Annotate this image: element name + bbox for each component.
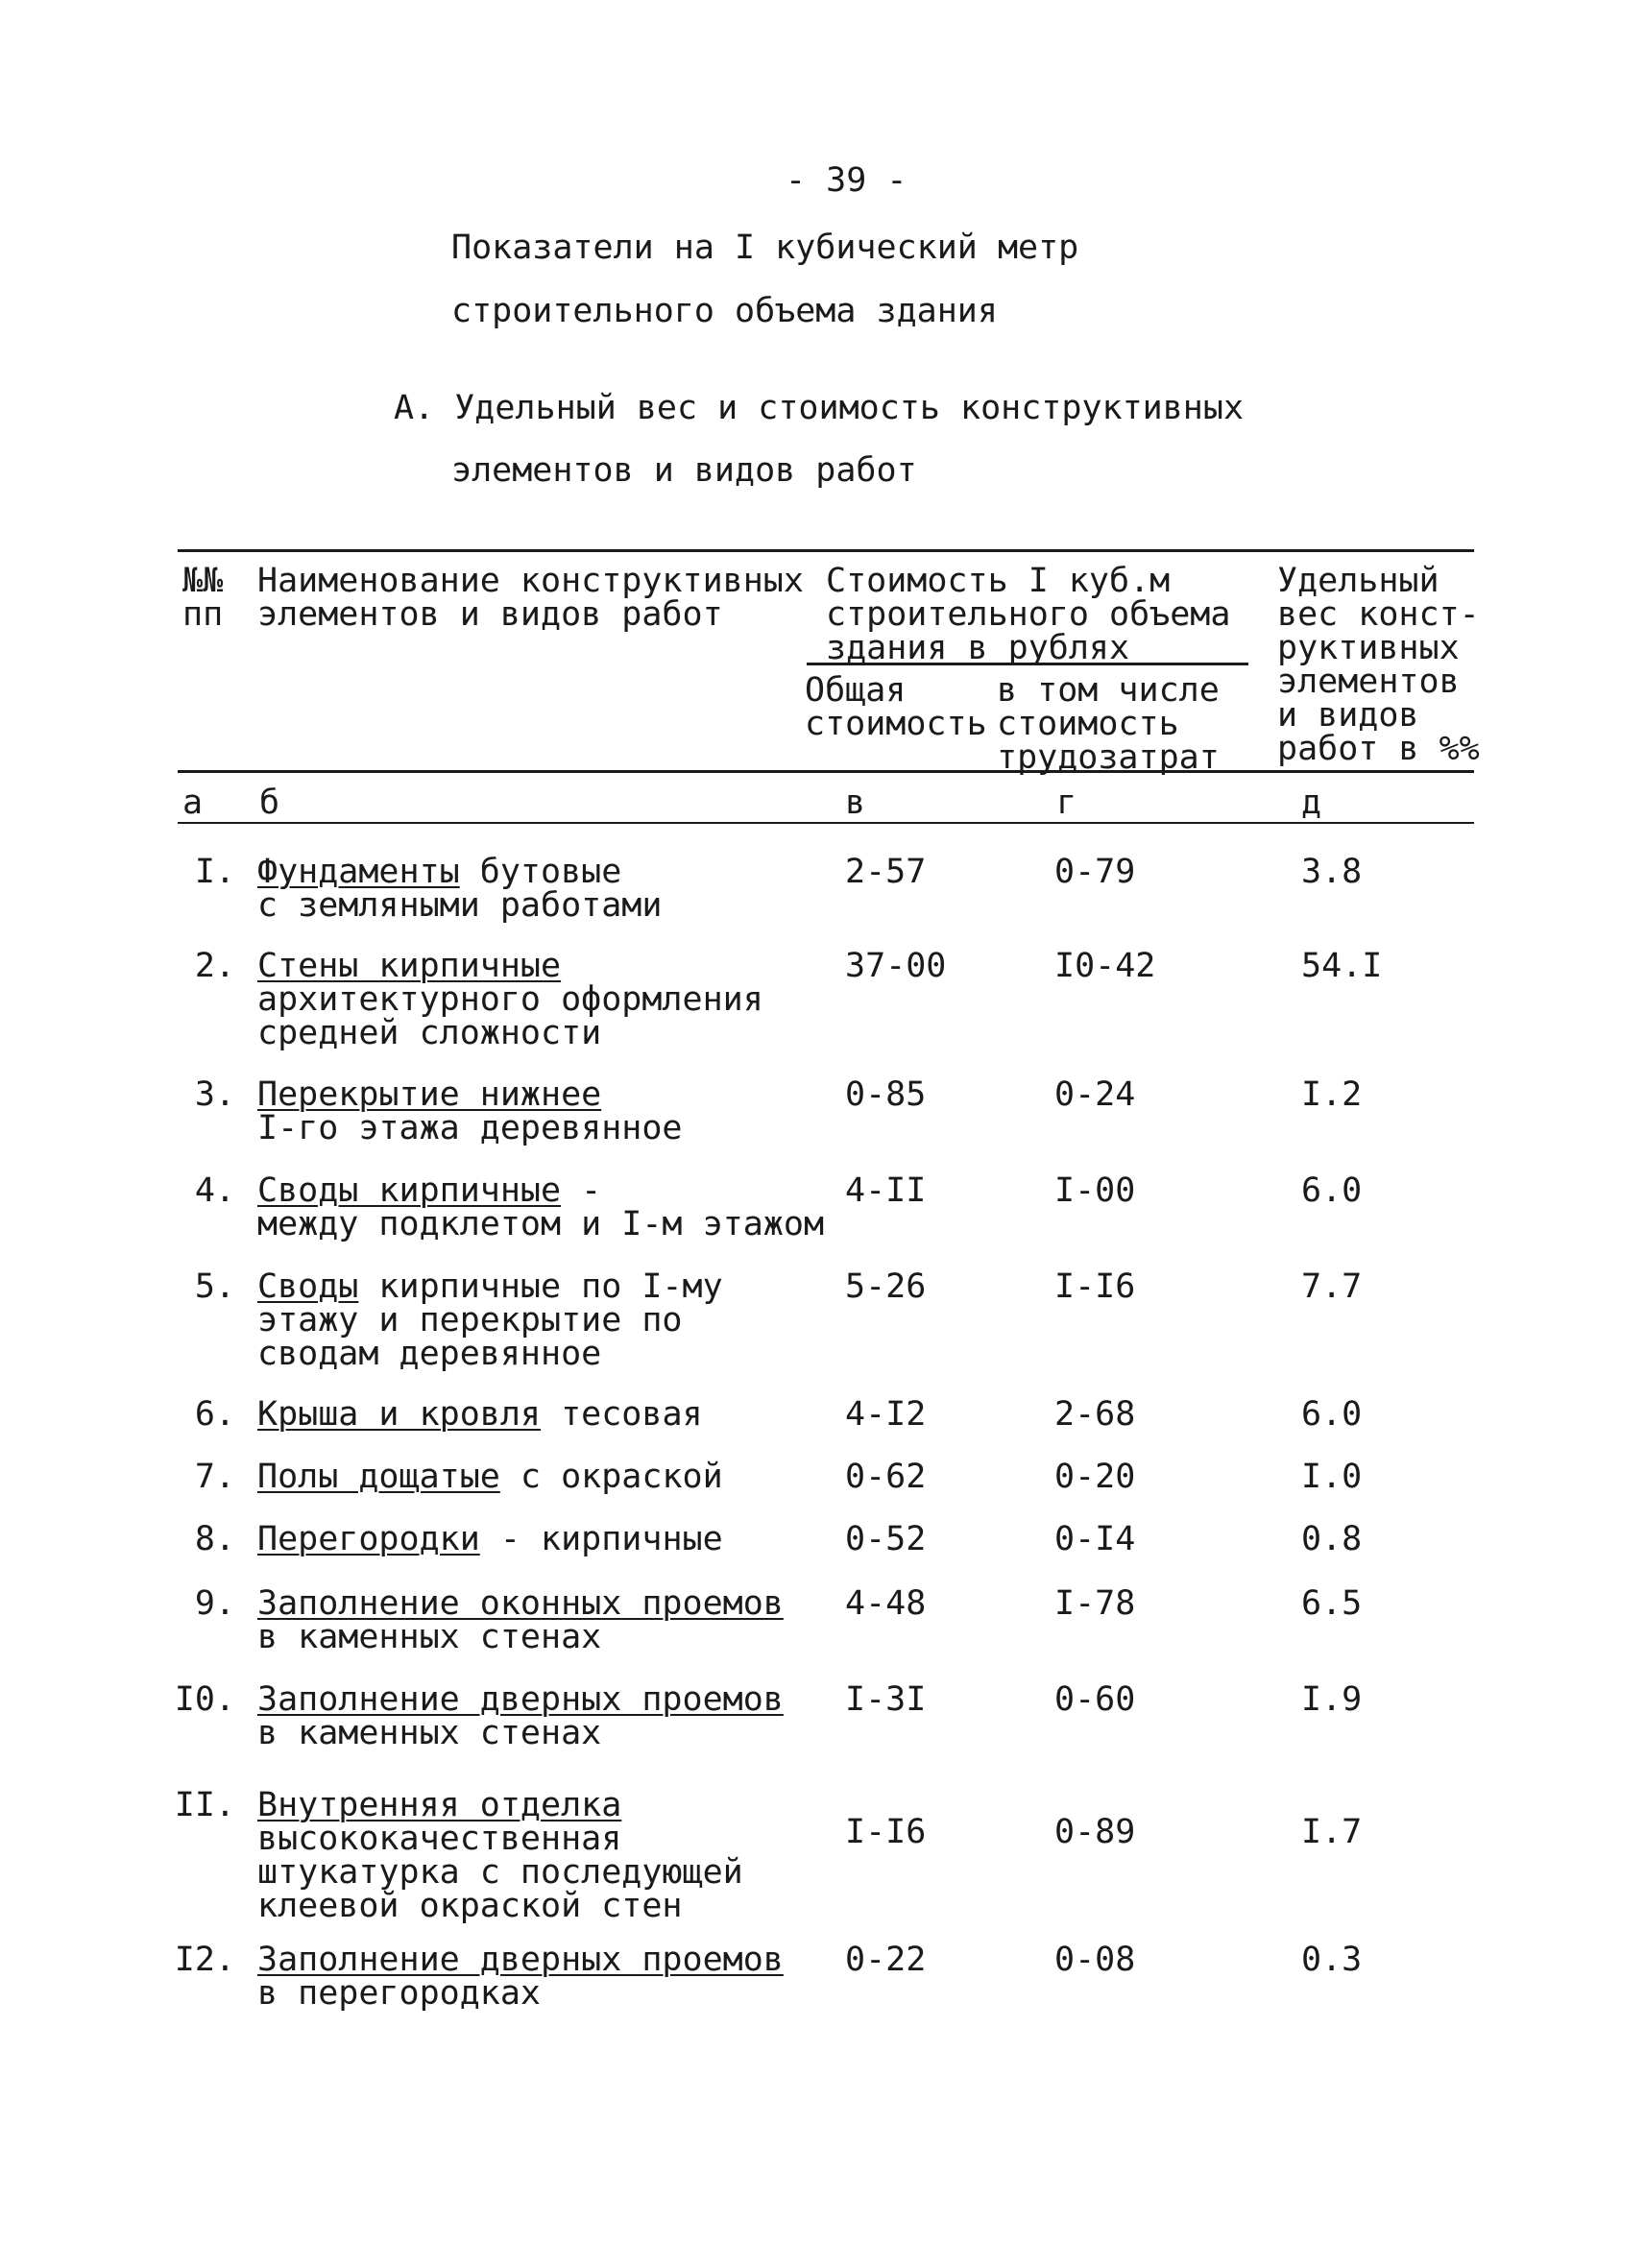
row-name-first-line: [257, 1942, 784, 1977]
row-name-continuation: этажу и перекрытие по: [257, 1301, 683, 1339]
row-number: I2.: [174, 1941, 235, 1979]
cell-share-percent: 6.5: [1301, 1584, 1363, 1623]
row-number: I0.: [174, 1680, 235, 1719]
cell-labor-cost: 0-20: [1054, 1458, 1136, 1496]
row-name-first-line: [257, 1173, 601, 1208]
row-name-continuation: высококачественная: [257, 1820, 622, 1858]
row-name-underlined: Перегородки: [257, 1520, 480, 1558]
letters-bottom-rule: [178, 822, 1474, 824]
row-name-continuation: сводам деревянное: [257, 1335, 602, 1373]
cell-total-cost: I-3I: [845, 1680, 927, 1719]
row-name-continuation: с земляными работами: [257, 886, 663, 925]
cell-total-cost: I-I6: [845, 1813, 927, 1851]
row-name-continuation: архитектурного оформления: [257, 980, 763, 1019]
cell-total-cost: 37-00: [845, 947, 947, 985]
cell-labor-cost: 0-89: [1054, 1813, 1136, 1851]
row-name-first-line: [257, 855, 621, 889]
row-number: 2.: [194, 947, 235, 985]
cell-labor-cost: 0-24: [1054, 1075, 1136, 1114]
row-name-continuation: между подклетом и I-м этажом: [257, 1205, 825, 1243]
cell-labor-cost: I-I6: [1054, 1267, 1136, 1306]
col-letter-v: в: [845, 784, 866, 822]
header-total-cost: Общая стоимость: [805, 671, 987, 743]
cell-total-cost: 0-52: [845, 1520, 927, 1558]
cell-total-cost: 5-26: [845, 1267, 927, 1306]
row-name-first-line: [257, 1586, 784, 1621]
row-name-first-line: [257, 1522, 723, 1556]
cell-share-percent: 6.0: [1301, 1395, 1363, 1434]
cell-share-percent: 54.I: [1301, 947, 1383, 985]
row-name-continuation: в каменных стенах: [257, 1618, 602, 1656]
cell-share-percent: 7.7: [1301, 1267, 1363, 1306]
row-name-underlined: Своды: [257, 1267, 359, 1306]
cell-labor-cost: 0-08: [1054, 1941, 1136, 1979]
row-number: 9.: [194, 1584, 235, 1623]
col-letter-d: д: [1301, 784, 1322, 822]
row-name-continuation: штукатурка с последующей: [257, 1853, 743, 1892]
cell-total-cost: 0-85: [845, 1075, 927, 1114]
row-name-rest: с окраской: [499, 1458, 723, 1496]
page-number: - 39 -: [786, 161, 907, 200]
col-letter-b: б: [259, 784, 280, 822]
title-line-2: строительного объема здания: [451, 292, 998, 330]
row-name-first-line: [257, 1460, 723, 1494]
row-number: 4.: [194, 1171, 235, 1210]
row-number: II.: [174, 1786, 235, 1824]
cell-total-cost: 0-62: [845, 1458, 927, 1496]
row-name-underlined: Крыша и кровля: [257, 1395, 542, 1434]
row-name-first-line: [257, 1788, 621, 1822]
row-number: 7.: [194, 1458, 235, 1496]
section-line-2: элементов и видов работ: [451, 451, 917, 490]
cell-share-percent: I.0: [1301, 1458, 1363, 1496]
cell-share-percent: 0.8: [1301, 1520, 1363, 1558]
cell-labor-cost: I-78: [1054, 1584, 1136, 1623]
row-name-underlined: Заполнение дверных проемов: [257, 1941, 784, 1979]
row-name-underlined: Своды кирпичные: [257, 1171, 562, 1210]
row-name-first-line: [257, 1397, 703, 1432]
cell-labor-cost: 0-79: [1054, 853, 1136, 891]
cell-share-percent: 3.8: [1301, 853, 1363, 891]
row-name-continuation: в каменных стенах: [257, 1714, 602, 1752]
col-letter-g: г: [1056, 784, 1077, 822]
cell-share-percent: I.7: [1301, 1813, 1363, 1851]
cell-labor-cost: 2-68: [1054, 1395, 1136, 1434]
row-number: 3.: [194, 1075, 235, 1114]
cell-labor-cost: 0-60: [1054, 1680, 1136, 1719]
cell-total-cost: 4-II: [845, 1171, 927, 1210]
row-name-rest: - кирпичные: [479, 1520, 723, 1558]
table-top-rule: [178, 549, 1474, 552]
cell-total-cost: 4-I2: [845, 1395, 927, 1434]
header-name: Наименование конструктивных элементов и видов работ: [257, 562, 804, 634]
row-name-underlined: Фундаменты: [257, 853, 460, 891]
row-name-continuation: I-го этажа деревянное: [257, 1109, 683, 1147]
cell-labor-cost: 0-I4: [1054, 1520, 1136, 1558]
row-name-underlined: Полы дощатые: [257, 1458, 500, 1496]
cell-share-percent: I.2: [1301, 1075, 1363, 1114]
row-number: I.: [194, 853, 235, 891]
col-letter-a: а: [182, 784, 204, 822]
row-name-continuation: средней сложности: [257, 1014, 602, 1052]
row-number: 5.: [194, 1267, 235, 1306]
row-name-underlined: Перекрытие нижнее: [257, 1075, 602, 1114]
row-name-first-line: [257, 949, 561, 983]
row-name-rest: кирпичные по I-му: [358, 1267, 723, 1306]
cell-total-cost: 4-48: [845, 1584, 927, 1623]
row-name-rest: бутовые: [459, 853, 622, 891]
cell-total-cost: 0-22: [845, 1941, 927, 1979]
cell-share-percent: 6.0: [1301, 1171, 1363, 1210]
cell-total-cost: 2-57: [845, 853, 927, 891]
section-line-1: А. Удельный вес и стоимость конструктивных: [394, 389, 1245, 427]
cell-share-percent: 0.3: [1301, 1941, 1363, 1979]
header-num: №№ пп: [182, 562, 224, 634]
row-name-underlined: Заполнение дверных проемов: [257, 1680, 784, 1719]
row-name-rest: -: [561, 1171, 602, 1210]
header-labor-cost: в том числе стоимость трудозатрат: [997, 671, 1220, 777]
row-number: 8.: [194, 1520, 235, 1558]
row-name-first-line: [257, 1077, 601, 1112]
title-line-1: Показатели на I кубический метр: [451, 229, 1079, 267]
row-name-first-line: [257, 1682, 784, 1717]
row-name-first-line: [257, 1269, 723, 1304]
header-share: Удельный вес конст- руктивных элементов и видов работ в %%: [1277, 562, 1480, 768]
row-name-continuation: в перегородках: [257, 1974, 542, 2013]
header-bottom-rule: [178, 770, 1474, 773]
cell-share-percent: I.9: [1301, 1680, 1363, 1719]
cell-labor-cost: I-00: [1054, 1171, 1136, 1210]
row-name-underlined: Заполнение оконных проемов: [257, 1584, 784, 1623]
cell-labor-cost: I0-42: [1054, 947, 1156, 985]
header-cost: Стоимость I куб.м строительного объема здания в рублях: [826, 562, 1231, 667]
row-name-rest: тесовая: [541, 1395, 703, 1434]
row-name-continuation: клеевой окраской стен: [257, 1887, 683, 1925]
row-number: 6.: [194, 1395, 235, 1434]
row-name-underlined: Стены кирпичные: [257, 947, 562, 985]
row-name-underlined: Внутренняя отделка: [257, 1786, 622, 1824]
